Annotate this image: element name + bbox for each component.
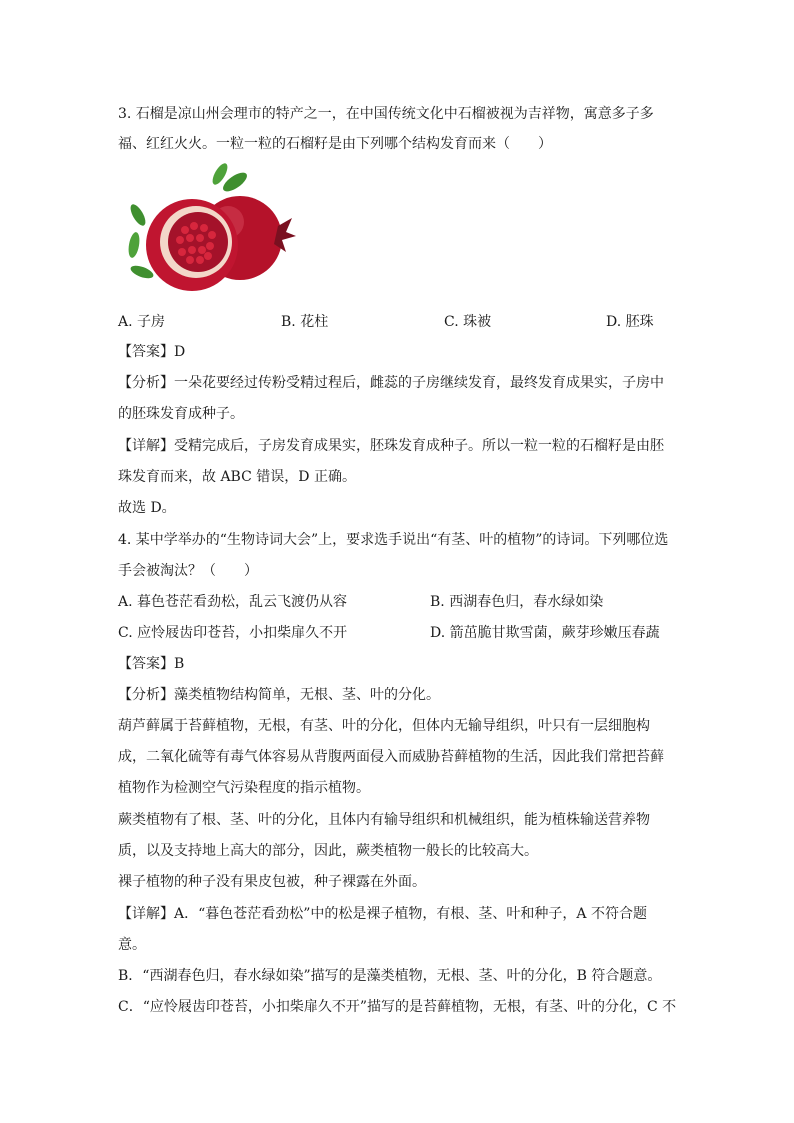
pomegranate-image bbox=[120, 160, 300, 300]
q4-para3-line1: 裸子植物的种子没有果皮包被，种子裸露在外面。 bbox=[118, 874, 426, 890]
q3-option-d: D. 胚珠 bbox=[606, 314, 654, 330]
q3-option-b: B. 花柱 bbox=[281, 314, 329, 330]
q4-para2-line1: 蕨类植物有了根、茎、叶的分化，且体内有输导组织和机械组织，能为植株输送营养物 bbox=[118, 812, 650, 828]
q4-stem-line2: 手会被淘汰？（ ） bbox=[118, 563, 258, 579]
q3-stem-line1: 3. 石榴是凉山州会理市的特产之一，在中国传统文化中石榴被视为吉祥物，寓意多子多 bbox=[118, 106, 654, 122]
q3-analysis-line2: 的胚珠发育成种子。 bbox=[118, 406, 244, 422]
q3-option-a: A. 子房 bbox=[118, 314, 166, 330]
q4-option-b: B. 西湖春色归，春水绿如染 bbox=[430, 594, 604, 610]
q3-stem-line2: 福、红红火火。一粒一粒的石榴籽是由下列哪个结构发育而来（ ） bbox=[118, 136, 552, 152]
q3-detail-line2: 珠发育而来，故 ABC 错误，D 正确。 bbox=[118, 469, 356, 485]
q3-option-c: C. 珠被 bbox=[444, 314, 492, 330]
q3-analysis-line1: 【分析】一朵花要经过传粉受精过程后，雌蕊的子房继续发育，最终发育成果实，子房中 bbox=[118, 375, 664, 391]
q4-stem-line1: 4. 某中学举办的“生物诗词大会”上，要求选手说出“有茎、叶的植物”的诗词。下列哪位选 bbox=[118, 532, 669, 548]
q4-para1-line3: 植物作为检测空气污染程度的指示植物。 bbox=[118, 780, 370, 796]
q3-conclusion: 故选 D。 bbox=[118, 500, 176, 516]
q4-analysis-line1: 【分析】藻类植物结构简单，无根、茎、叶的分化。 bbox=[118, 687, 440, 703]
q4-para1-line1: 葫芦藓属于苔藓植物，无根，有茎、叶的分化，但体内无输导组织，叶只有一层细胞构 bbox=[118, 718, 650, 734]
q4-para2-line2: 质，以及支持地上高大的部分，因此，蕨类植物一般长的比较高大。 bbox=[118, 843, 538, 859]
q3-answer: 【答案】D bbox=[118, 344, 186, 360]
q4-option-c: C. 应怜屐齿印苍苔，小扣柴扉久不开 bbox=[118, 625, 348, 641]
q4-option-a: A. 暮色苍茫看劲松，乱云飞渡仍从容 bbox=[118, 594, 348, 610]
q4-option-d: D. 箭茁脆甘欺雪菌，蕨芽珍嫩压春蔬 bbox=[430, 625, 660, 641]
q4-detail-c: C．“应怜屐齿印苍苔，小扣柴扉久不开”描写的是苔藓植物，无根，有茎、叶的分化，C 不 bbox=[118, 999, 677, 1015]
q3-detail-line1: 【详解】受精完成后，子房发育成果实，胚珠发育成种子。所以一粒一粒的石榴籽是由胚 bbox=[118, 438, 664, 454]
q4-detail-a-line2: 意。 bbox=[118, 937, 146, 953]
q4-detail-a-line1: 【详解】A．“暮色苍茫看劲松”中的松是裸子植物，有根、茎、叶和种子，A 不符合题 bbox=[118, 906, 647, 922]
q4-para1-line2: 成，二氧化硫等有毒气体容易从背腹两面侵入而威胁苔藓植物的生活，因此我们常把苔藓 bbox=[118, 749, 664, 765]
q4-detail-b: B．“西湖春色归，春水绿如染”描写的是藻类植物，无根、茎、叶的分化，B 符合题意。 bbox=[118, 968, 662, 984]
q4-answer: 【答案】B bbox=[118, 656, 185, 672]
